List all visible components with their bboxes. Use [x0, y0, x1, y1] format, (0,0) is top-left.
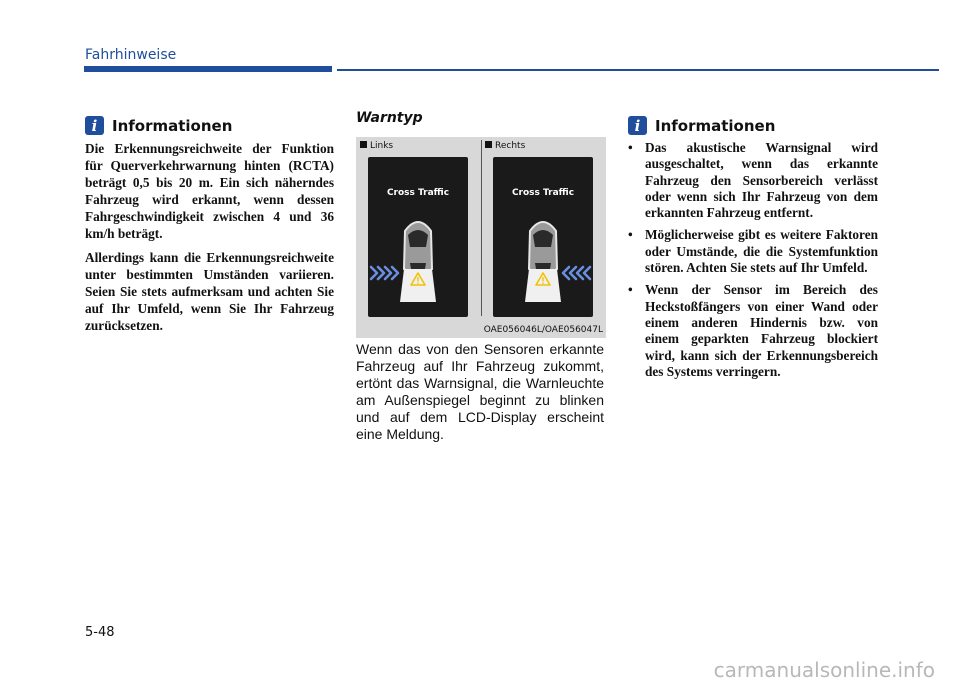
lcd-screen-left — [368, 157, 468, 317]
screen-title: Cross Traffic — [511, 188, 575, 198]
cross-traffic-figure — [356, 137, 606, 338]
paragraph: Allerdings kann die Erkennungsreichweite unter bestimmten Umständen variieren. Seien Sie stets aufmerksam und achten Sie auf Ihr Umfeld, wenn Sie Ihr Fahrzeug zurücksetzen. — [85, 250, 334, 333]
header-bar-thin — [337, 69, 939, 71]
warning-triangle-icon — [493, 157, 593, 317]
warntyp-paragraph: Wenn das von den Sensoren erkannte Fahrzeug auf Ihr Fahrzeug zukommt, ertönt das Warnsignal, die Warnleuchte am Außenspiegel beginnt zu blinken und auf dem LCD-Display erscheint eine Meldung. — [356, 341, 604, 442]
info-title: Informationen — [112, 116, 233, 135]
section-heading: Warntyp — [356, 110, 423, 126]
info-title: Informationen — [655, 116, 776, 135]
lcd-screen-right — [493, 157, 593, 317]
info-icon: i — [85, 116, 104, 135]
info-body-left — [85, 140, 334, 341]
info-heading-left — [85, 116, 232, 135]
paragraph: Die Erkennungsreichweite der Funktion für Querverkehrwarnung hinten (RCTA) beträgt 0,5 bis 20 m. Ein sich näherndes Fahrzeug wird erkannt, wenn dessen Fahrgeschwindigkeit zwischen 4 und 36 km/h beträgt. — [85, 141, 334, 241]
figure-label-left: Links — [360, 141, 393, 151]
figure-code: OAE056046L/OAE056047L — [483, 325, 603, 335]
info-heading-right — [628, 116, 775, 135]
info-icon: i — [628, 116, 647, 135]
screen-title: Cross Traffic — [386, 188, 450, 198]
info-body-right — [628, 140, 878, 386]
figure-divider — [481, 140, 482, 316]
header-bar-thick — [84, 66, 332, 72]
page-number: 5-48 — [85, 625, 115, 640]
watermark: carmanualsonline.info — [713, 658, 935, 682]
list-item: • Möglicherweise gibt es weitere Faktoren oder Umstände, die die Systemfunktion stören. Achten Sie stets auf Ihr Umfeld. — [628, 227, 878, 276]
section-title: Fahrhinweise — [85, 47, 177, 63]
figure-label-right: Rechts — [485, 141, 525, 151]
warning-triangle-icon — [368, 157, 468, 317]
list-item: • Wenn der Sensor im Bereich des Heckstoßfängers von einer Wand oder einem anderen Hindernis bzw. von einem geparkten Fahrzeug blockiert wird, kann sich der Erkennungsbereich des Systems verringern. — [628, 282, 878, 379]
list-item: • Das akustische Warnsignal wird ausgeschaltet, wenn das erkannte Fahrzeug den Sensorbereich verlässt oder wenn sich Ihr Fahrzeug von dem erkannten Fahrzeug entfernt. — [628, 140, 878, 221]
